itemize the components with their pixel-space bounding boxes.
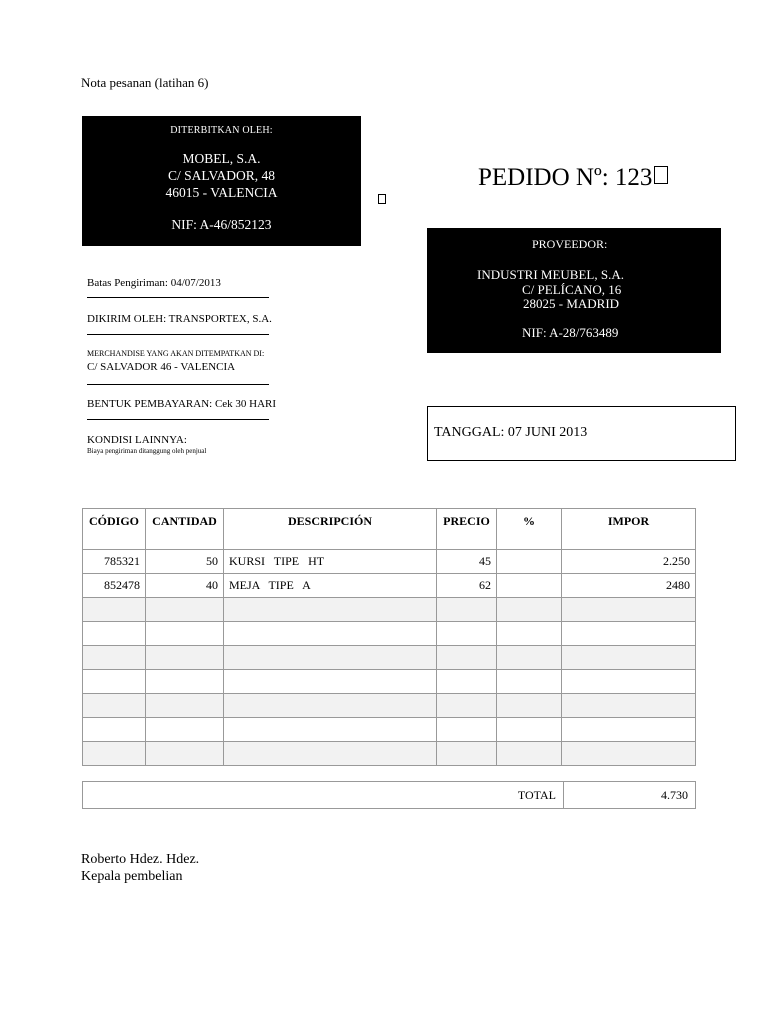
empty-row [83,718,696,742]
signature-block [81,851,199,885]
document-title: Nota pesanan (latihan 6) [81,75,209,90]
empty-row [83,742,696,766]
divider [87,419,269,420]
signer-role: Kepala pembelian [81,869,183,884]
total-row [83,782,696,809]
empty-row [83,622,696,646]
sent-by: DIKIRIM OLEH: TRANSPORTEX, S.A. [87,313,272,325]
empty-row [83,670,696,694]
payment-method: BENTUK PEMBAYARAN: Cek 30 HARI [87,398,277,410]
col-header-amount: IMPOR [562,509,696,550]
order-number-text: PEDIDO Nº: 123 [478,164,653,191]
col-header-price: PRECIO [437,509,497,550]
date-box [427,406,736,461]
col-header-code: CÓDIGO [83,509,146,550]
issuer-name: MOBEL, S.A. [182,151,261,166]
supplier-header: PROVEEDOR: [532,237,608,251]
placeholder-glyph-icon [378,194,386,204]
cell-percent [497,550,562,574]
total-label: TOTAL [83,782,564,809]
issuer-block [82,116,361,246]
order-date: TANGGAL: 07 JUNI 2013 [434,425,588,440]
supplier-nif: NIF: A-28/763489 [522,325,619,340]
cell-code: 785321 [83,550,146,574]
placeholder-glyph-icon [654,166,668,184]
col-header-description: DESCRIPCIÓN [224,509,437,550]
items-table [82,508,696,766]
cell-code: 852478 [83,574,146,598]
cell-quantity: 50 [146,550,224,574]
placement-label: MERCHANDISE YANG AKAN DITEMPATKAN DI: [87,349,265,358]
empty-row [83,694,696,718]
empty-row [83,646,696,670]
total-table [82,781,696,809]
supplier-block [427,228,721,353]
cell-description: KURSI TIPE HT [224,550,437,574]
delivery-deadline: Batas Pengiriman: 04/07/2013 [87,277,221,289]
divider [87,384,269,385]
empty-row [83,598,696,622]
divider [87,334,269,335]
cell-price: 62 [437,574,497,598]
issuer-nif: NIF: A-46/852123 [171,217,272,232]
cell-amount: 2.250 [562,550,696,574]
placement-value: C/ SALVADOR 46 - VALENCIA [87,361,236,373]
supplier-address: C/ PELÍCANO, 16 [522,282,622,297]
col-header-percent: % [497,509,562,550]
total-value: 4.730 [564,782,696,809]
issuer-header: DITERBITKAN OLEH: [170,125,273,136]
issuer-address: C/ SALVADOR, 48 [168,168,275,183]
col-header-quantity: CANTIDAD [146,509,224,550]
supplier-city: 28025 - MADRID [523,296,620,311]
table-header-row [83,509,696,550]
cell-price: 45 [437,550,497,574]
other-conditions-label: KONDISI LAINNYA: [87,434,187,446]
table-row [83,550,696,574]
signer-name: Roberto Hdez. Hdez. [81,852,200,867]
divider [87,297,269,298]
order-number-title [478,164,668,192]
cell-amount: 2480 [562,574,696,598]
cell-percent [497,574,562,598]
cell-quantity: 40 [146,574,224,598]
issuer-city: 46015 - VALENCIA [165,185,278,200]
cell-description: MEJA TIPE A [224,574,437,598]
other-conditions-value: Biaya pengiriman ditanggung oleh penjual [87,447,207,455]
supplier-name: INDUSTRI MEUBEL, S.A. [477,267,624,282]
table-row [83,574,696,598]
